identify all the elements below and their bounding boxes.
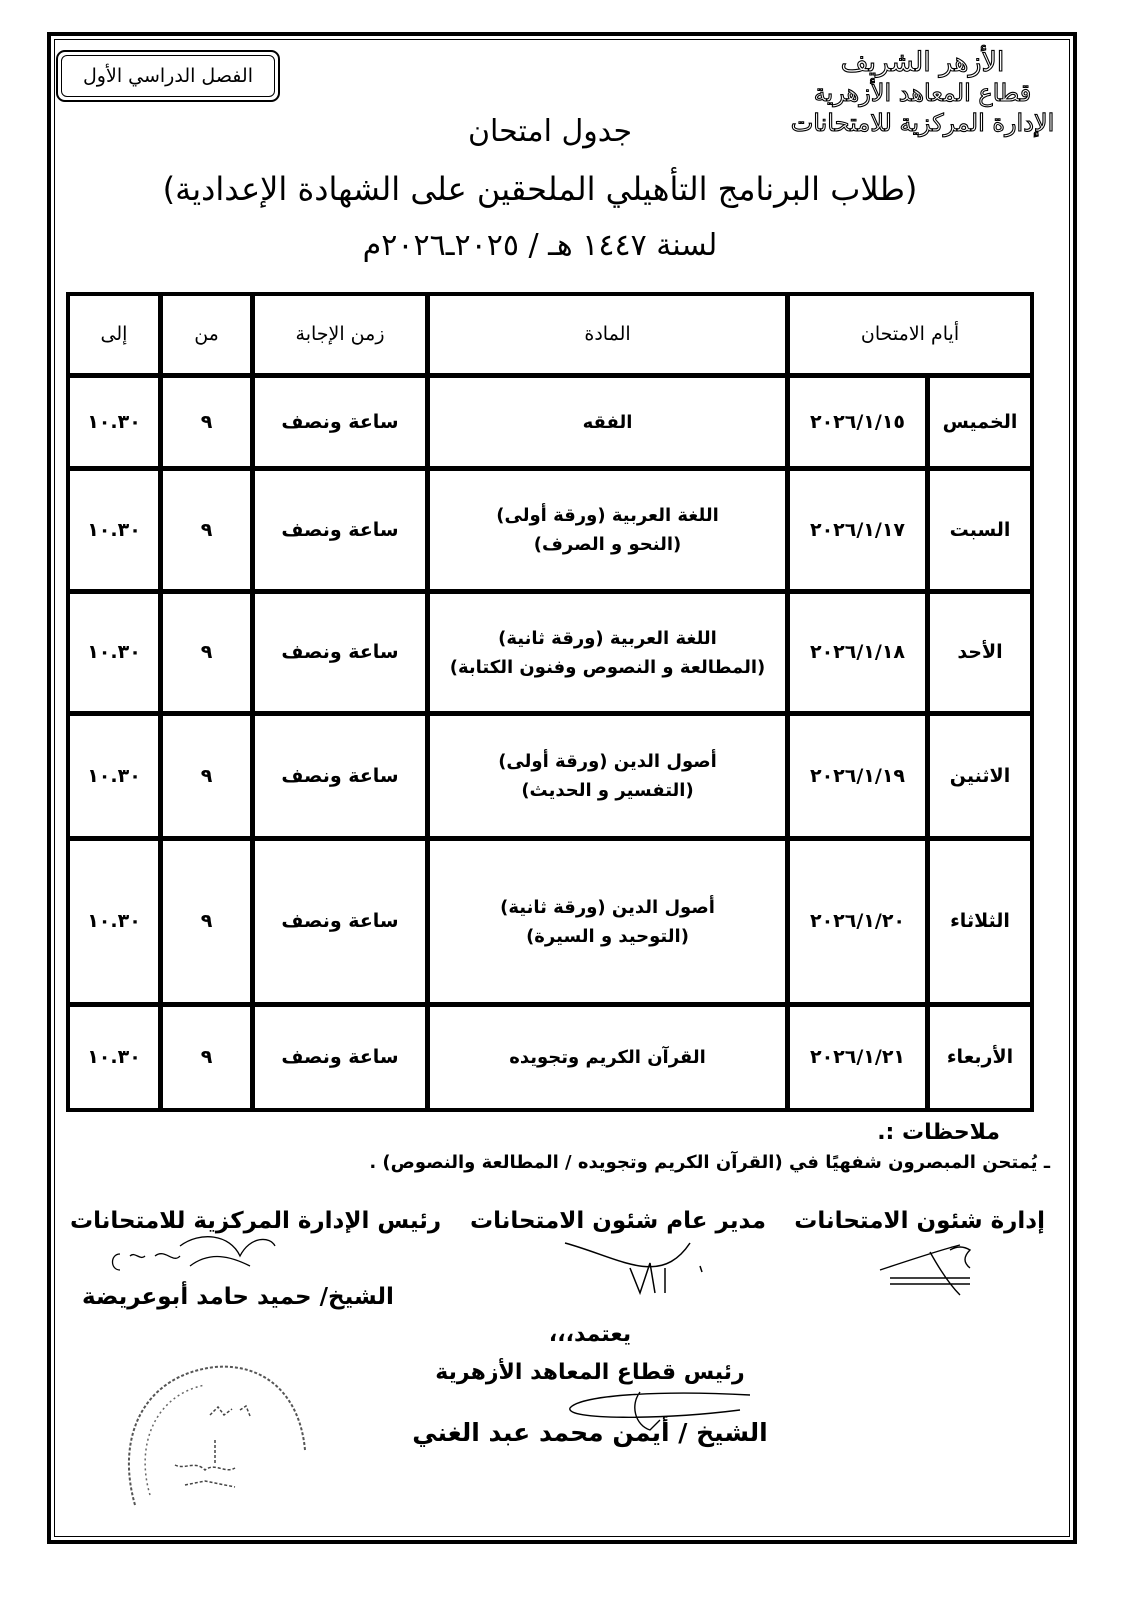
official-stamp-icon [115, 1355, 315, 1540]
sector-head-title: رئيس قطاع المعاهد الأزهرية [435, 1360, 745, 1385]
logo-line-2: قطاع المعاهد الأزهرية [813, 79, 1032, 107]
column-header-duration: زمن الإجابة [250, 296, 425, 373]
subject-line-1: اللغة العربية (ورقة أولى) [496, 505, 719, 526]
exam-day: الاثنين [925, 716, 1030, 836]
exam-day: الأربعاء [925, 1007, 1030, 1108]
end-time: ١٠.٣٠ [87, 764, 141, 787]
subject-line-2: (التفسير و الحديث) [521, 780, 694, 801]
exam-day: الثلاثاء [925, 841, 1030, 1002]
subject-line-2: (التوحيد و السيرة) [526, 925, 689, 947]
page-title: جدول امتحان [467, 114, 633, 149]
handwritten-signature-icon [100, 1226, 290, 1276]
duration: ساعة ونصف [250, 1007, 425, 1108]
end-time: ١٠.٣٠ [87, 410, 141, 433]
table-row [70, 716, 1030, 841]
exam-date: ٢٠٢٦/١/١٥ [785, 378, 925, 466]
end-time: ١٠.٣٠ [87, 518, 141, 541]
start-time: ٩ [158, 471, 250, 589]
start-time: ٩ [158, 1007, 250, 1108]
subject-line-1: أصول الدين (ورقة أولى) [498, 751, 717, 772]
column-header-to: إلى [100, 323, 128, 345]
subject-line-1: الفقه [582, 411, 633, 433]
handwritten-signature-icon [870, 1240, 990, 1300]
exam-date: ٢٠٢٦/١/١٩ [785, 716, 925, 836]
semester-label: الفصل الدراسي الأول [83, 65, 253, 87]
duration: ساعة ونصف [250, 841, 425, 1002]
exam-day: الأحد [925, 594, 1030, 711]
academic-year: لسنة ١٤٤٧ هـ / ٢٠٢٥ـ٢٠٢٦م [362, 228, 718, 263]
start-time: ٩ [158, 594, 250, 711]
start-time: ٩ [158, 378, 250, 466]
subject-line-1: القرآن الكريم وتجويده [509, 1047, 706, 1068]
approved-label: يعتمد،،، [548, 1322, 632, 1347]
table-row [70, 1007, 1030, 1108]
exam-date: ٢٠٢٦/١/٢٠ [785, 841, 925, 1002]
central-head-name: الشيخ/ حميد حامد أبوعريضة [82, 1284, 394, 1310]
table-row [70, 378, 1030, 471]
exam-day: السبت [925, 471, 1030, 589]
handwritten-signature-icon [560, 1238, 740, 1298]
duration: ساعة ونصف [250, 594, 425, 711]
table-row [70, 841, 1030, 1007]
table-header-row [70, 296, 1030, 378]
subject [425, 716, 785, 836]
note-item: ـ يُمتحن المبصرون شفهيًا في (القرآن الكريم وتجويده / المطالعة والنصوص) . [369, 1152, 1050, 1173]
exam-schedule-table [66, 292, 1034, 1112]
signature-exam-affairs: إدارة شئون الامتحانات [794, 1208, 1045, 1234]
signature-general-manager: مدير عام شئون الامتحانات [470, 1208, 766, 1234]
subject [425, 378, 785, 466]
duration: ساعة ونصف [250, 716, 425, 836]
subject-line-2: (النحو و الصرف) [533, 534, 682, 555]
subject [425, 471, 785, 589]
exam-date: ٢٠٢٦/١/١٨ [785, 594, 925, 711]
logo-line-1: الأزهر الشريف [840, 47, 1005, 78]
duration: ساعة ونصف [250, 471, 425, 589]
semester-badge [56, 50, 280, 102]
subject-line-2: (المطالعة و النصوص وفنون الكتابة) [449, 656, 766, 678]
table-row [70, 594, 1030, 716]
notes-heading: ملاحظات :. [877, 1120, 1000, 1145]
start-time: ٩ [158, 716, 250, 836]
end-time: ١٠.٣٠ [87, 641, 141, 663]
end-time: ١٠.٣٠ [87, 910, 141, 932]
page-subtitle: (طلاب البرنامج التأهيلي الملحقين على الشهادة الإعدادية) [162, 170, 918, 208]
column-header-subject: المادة [425, 296, 785, 373]
start-time: ٩ [158, 841, 250, 1002]
duration: ساعة ونصف [250, 378, 425, 466]
sector-head-name: الشيخ / أيمن محمد عبد الغني [412, 1418, 768, 1447]
subject-line-1: أصول الدين (ورقة ثانية) [500, 896, 715, 918]
table-row [70, 471, 1030, 594]
subject [425, 594, 785, 711]
exam-day: الخميس [925, 378, 1030, 466]
column-header-exam-days: أيام الامتحان [785, 296, 1030, 373]
subject-line-1: اللغة العربية (ورقة ثانية) [498, 627, 717, 649]
exam-date: ٢٠٢٦/١/٢١ [785, 1007, 925, 1108]
signature-central-head: رئيس الإدارة المركزية للامتحانات [70, 1208, 442, 1234]
subject [425, 1007, 785, 1108]
column-header-from: من [158, 296, 250, 373]
subject [425, 841, 785, 1002]
end-time: ١٠.٣٠ [87, 1046, 141, 1068]
logo-line-3: الإدارة المركزية للامتحانات [790, 109, 1055, 137]
exam-date: ٢٠٢٦/١/١٧ [785, 471, 925, 589]
